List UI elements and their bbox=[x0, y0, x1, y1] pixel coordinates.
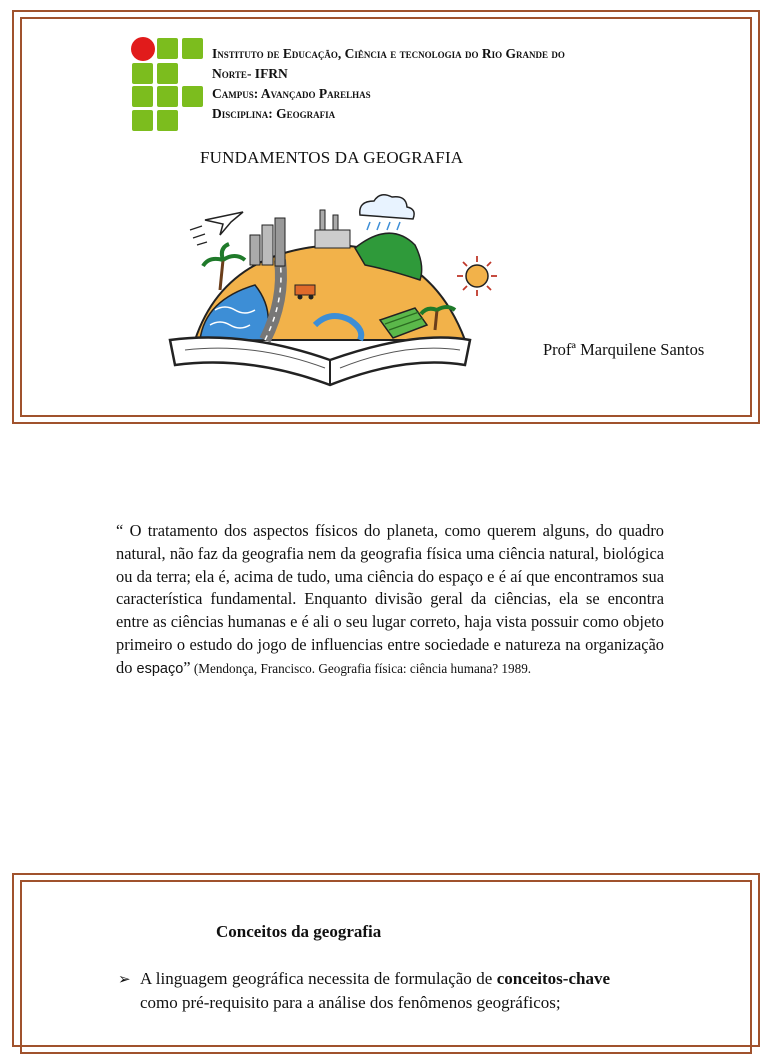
logo-square bbox=[182, 86, 203, 107]
logo-square bbox=[157, 86, 178, 107]
quote-paragraph bbox=[116, 520, 664, 681]
bullet-item bbox=[118, 967, 610, 1015]
institution-header bbox=[212, 44, 682, 124]
logo-square bbox=[182, 38, 203, 59]
bullet-text-part2: como pré-requisito para a análise dos fenômenos geográficos; bbox=[140, 993, 561, 1012]
header-line-campus: Campus: Avançado Parelhas bbox=[212, 86, 371, 101]
bullet-text bbox=[140, 967, 610, 1015]
document-title: FUNDAMENTOS DA GEOGRAFIA bbox=[200, 148, 464, 167]
ifrn-logo bbox=[130, 36, 210, 132]
quote-text: “ O tratamento dos aspectos físicos do planeta, como querem alguns, do quadro natural, não faz da geografia nem da geografia física uma ciência natural, biológica ou da terra; ela é, acima de tudo, uma ciência do espaço e é aí que encontramos sua característica fundamental. Enquanto divisão geral da ciências, ela se encontra entre as ciências humanas e é ali o seu lugar correto, haja vista possuir como objeto primeiro o estudo do jogo de influencias entre sociedade e natureza na organização do bbox=[116, 521, 664, 677]
logo-square bbox=[157, 38, 178, 59]
header-line-institute: Instituto de Educação, Ciência e tecnologia do Rio Grande do bbox=[212, 46, 565, 61]
logo-red-dot bbox=[131, 37, 155, 61]
arrow-bullet-icon: ➢ bbox=[118, 970, 131, 988]
header-line-discipline: Disciplina: Geografia bbox=[212, 106, 336, 121]
logo-square bbox=[132, 86, 153, 107]
logo-square bbox=[157, 110, 178, 131]
logo-square bbox=[132, 63, 153, 84]
quote-keyword: espaço bbox=[136, 660, 184, 677]
header-line-ifrn: Norte- IFRN bbox=[212, 66, 288, 81]
section-title: Conceitos da geografia bbox=[216, 922, 382, 941]
logo-square bbox=[157, 63, 178, 84]
geography-book-illustration bbox=[165, 190, 510, 395]
teacher-name: Profª Marquilene Santos bbox=[543, 340, 705, 359]
bullet-text-part1: A linguagem geográfica necessita de formulação de bbox=[140, 969, 497, 988]
quote-closing: ” bbox=[183, 657, 191, 677]
quote-citation: (Mendonça, Francisco. Geografia física: ciência humana? 1989. bbox=[190, 660, 532, 676]
bullet-bold-term: conceitos-chave bbox=[496, 969, 610, 988]
logo-square bbox=[132, 110, 153, 131]
